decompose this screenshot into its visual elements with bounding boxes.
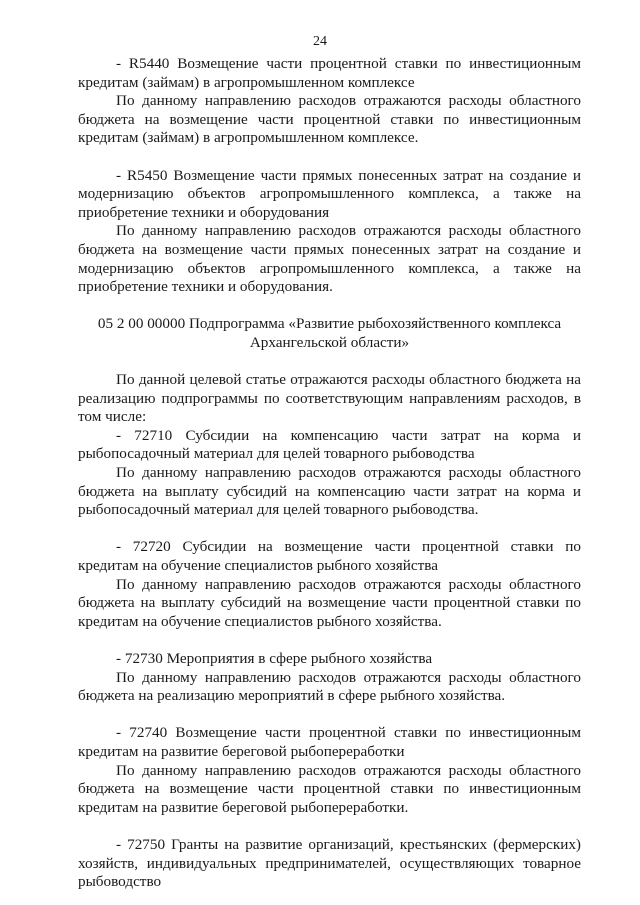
page-number: 24 — [313, 34, 327, 49]
spacer — [78, 631, 581, 650]
paragraph: По данному направлению расходов отражаются расходы областного бюджета на выплату субсидий на возмещение части процентной ставки по кредитам на обучение специалистов рыбного хозяйства. — [78, 575, 581, 630]
document-body — [78, 55, 581, 892]
paragraph: - 72710 Субсидии на компенсацию части затрат на корма и рыбопосадочный материал для целей товарного рыбоводства — [78, 426, 581, 463]
spacer — [78, 520, 581, 539]
paragraph: По данному направлению расходов отражаются расходы областного бюджета на возмещение части процентной ставки по инвестиционным кредитам (займам) в агропромышленном комплексе. — [78, 92, 581, 147]
paragraph: - 72750 Гранты на развитие организаций, крестьянских (фермерских) хозяйств, индивидуальных предпринимателей, осуществляющих товарное рыбоводство — [78, 835, 581, 891]
paragraph: По данному направлению расходов отражаются расходы областного бюджета на возмещение части процентной ставки по инвестиционным кредитам на развитие береговой рыбопереработки. — [78, 761, 581, 816]
spacer — [78, 706, 581, 725]
paragraph: - 72720 Субсидии на возмещение части процентной ставки по кредитам на обучение специалистов рыбного хозяйства — [78, 538, 581, 575]
paragraph: - R5450 Возмещение части прямых понесенных затрат на создание и модернизацию объектов агропромышленного комплекса, а также на приобретение техники и оборудования — [78, 166, 581, 221]
spacer — [78, 353, 581, 372]
paragraph: По данному направлению расходов отражаются расходы областного бюджета на возмещение части прямых понесенных затрат на создание и модернизацию объектов агропромышленного комплекса, а также на приобретение техники и оборудования. — [78, 222, 581, 296]
paragraph: - 72730 Мероприятия в сфере рыбного хозяйства — [116, 650, 433, 667]
paragraph: По данному направлению расходов отражаются расходы областного бюджета на реализацию мероприятий в сфере рыбного хозяйства. — [78, 668, 581, 705]
spacer — [78, 817, 581, 836]
spacer — [78, 148, 581, 167]
spacer — [78, 297, 581, 316]
section-heading: 05 2 00 00000 Подпрограмма «Развитие рыбохозяйственного комплекса Архангельской области» — [97, 315, 562, 351]
paragraph: - R5440 Возмещение части процентной ставки по инвестиционным кредитам (займам) в агропромышленном комплексе — [78, 55, 581, 91]
paragraph: - 72740 Возмещение части процентной ставки по инвестиционным кредитам на развитие береговой рыбопереработки — [78, 724, 581, 760]
paragraph: По данному направлению расходов отражаются расходы областного бюджета на выплату субсидий на компенсацию части затрат на корма и рыбопосадочный материал для целей товарного рыбоводства. — [78, 464, 581, 519]
paragraph: По данной целевой статье отражаются расходы областного бюджета на реализацию подпрограммы по соответствующим направлениям расходов, в том числе: — [78, 371, 581, 426]
